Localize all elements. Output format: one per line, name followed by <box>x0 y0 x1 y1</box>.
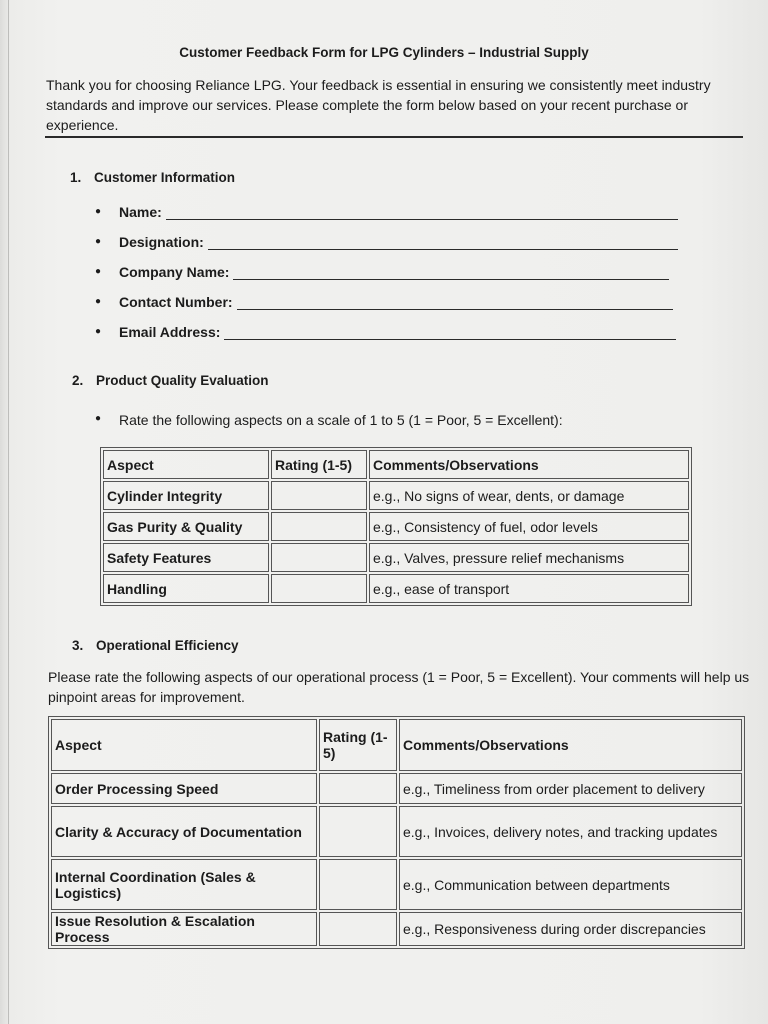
field-email-address-label: Email Address: <box>119 324 221 340</box>
header-divider <box>45 136 743 138</box>
bullet-icon: ● <box>95 266 102 277</box>
table-row <box>103 543 689 572</box>
section-3-heading <box>72 638 239 653</box>
rating-cell[interactable] <box>271 481 367 510</box>
column-header-aspect: Aspect <box>103 450 269 479</box>
table-row <box>103 574 689 603</box>
section-3-title: Operational Efficiency <box>96 638 239 653</box>
field-designation-label: Designation: <box>119 234 204 250</box>
column-header-comments: Comments/Observations <box>369 450 689 479</box>
comment-cell[interactable]: e.g., Communication between departments <box>399 859 742 910</box>
section-1-title: Customer Information <box>94 170 236 185</box>
aspect-cell: Order Processing Speed <box>51 773 317 804</box>
comment-cell[interactable]: e.g., ease of transport <box>369 574 689 603</box>
designation-input-line[interactable] <box>208 235 678 250</box>
aspect-cell: Internal Coordination (Sales & Logistics) <box>51 859 317 910</box>
field-contact-number-label: Contact Number: <box>119 294 233 310</box>
column-header-aspect: Aspect <box>51 719 317 771</box>
comment-cell[interactable]: e.g., No signs of wear, dents, or damage <box>369 481 689 510</box>
aspect-cell: Safety Features <box>103 543 269 572</box>
section-2-number: 2. <box>72 373 84 388</box>
column-header-comments: Comments/Observations <box>399 719 742 771</box>
bullet-icon: ● <box>95 326 102 337</box>
rating-cell[interactable] <box>319 806 397 857</box>
comment-cell[interactable]: e.g., Responsiveness during order discrepancies <box>399 912 742 946</box>
comment-cell[interactable]: e.g., Valves, pressure relief mechanisms <box>369 543 689 572</box>
column-header-rating: Rating (1-5) <box>319 719 397 771</box>
rating-cell[interactable] <box>271 574 367 603</box>
aspect-cell: Gas Purity & Quality <box>103 512 269 541</box>
table-row <box>51 806 742 857</box>
field-name <box>95 200 678 220</box>
aspect-cell: Clarity & Accuracy of Documentation <box>51 806 317 857</box>
table-row <box>103 481 689 510</box>
company-name-input-line[interactable] <box>233 265 669 280</box>
page-edge <box>8 0 9 1024</box>
comment-cell[interactable]: e.g., Consistency of fuel, odor levels <box>369 512 689 541</box>
comment-cell[interactable]: e.g., Invoices, delivery notes, and tracking updates <box>399 806 742 857</box>
operational-instruction: Please rate the following aspects of our operational process (1 = Poor, 5 = Excellent). Your comments will help us pinpoint areas for improvement. <box>48 669 750 705</box>
contact-number-input-line[interactable] <box>237 295 673 310</box>
section-1-number: 1. <box>70 170 82 185</box>
aspect-cell: Issue Resolution & Escalation Process <box>51 912 317 946</box>
bullet-icon: ● <box>95 296 102 307</box>
section-2-heading <box>72 373 269 388</box>
table-header-row <box>51 719 742 771</box>
field-name-label: Name: <box>119 204 162 220</box>
rating-cell[interactable] <box>319 773 397 804</box>
field-contact-number <box>95 290 673 310</box>
product-rating-instruction <box>95 412 563 428</box>
product-quality-table <box>100 447 692 606</box>
section-2-title: Product Quality Evaluation <box>96 373 269 388</box>
operational-efficiency-table <box>48 716 745 949</box>
name-input-line[interactable] <box>166 205 678 220</box>
rating-cell[interactable] <box>319 912 397 946</box>
comment-cell[interactable]: e.g., Timeliness from order placement to delivery <box>399 773 742 804</box>
bullet-icon: ● <box>95 206 102 217</box>
bullet-icon: ● <box>95 413 102 424</box>
email-address-input-line[interactable] <box>224 325 676 340</box>
field-company-name-label: Company Name: <box>119 264 230 280</box>
form-title: Customer Feedback Form for LPG Cylinders – Industrial Supply <box>179 45 589 60</box>
bullet-icon: ● <box>95 236 102 247</box>
table-header-row <box>103 450 689 479</box>
rating-cell[interactable] <box>271 543 367 572</box>
section-3-number: 3. <box>72 638 84 653</box>
field-company-name <box>95 260 669 280</box>
section-1-heading <box>70 170 235 185</box>
intro-paragraph: Thank you for choosing Reliance LPG. Your feedback is essential in ensuring we consistently meet industry standards and improve our services. Please complete the form below based on your recent purchase or experience. <box>46 77 711 133</box>
table-row <box>51 773 742 804</box>
product-rating-instruction-text: Rate the following aspects on a scale of 1 to 5 (1 = Poor, 5 = Excellent): <box>119 412 563 428</box>
column-header-rating: Rating (1-5) <box>271 450 367 479</box>
table-row <box>51 912 742 946</box>
rating-cell[interactable] <box>271 512 367 541</box>
field-email-address <box>95 320 676 340</box>
aspect-cell: Cylinder Integrity <box>103 481 269 510</box>
aspect-cell: Handling <box>103 574 269 603</box>
table-row <box>103 512 689 541</box>
rating-cell[interactable] <box>319 859 397 910</box>
field-designation <box>95 230 678 250</box>
table-row <box>51 859 742 910</box>
